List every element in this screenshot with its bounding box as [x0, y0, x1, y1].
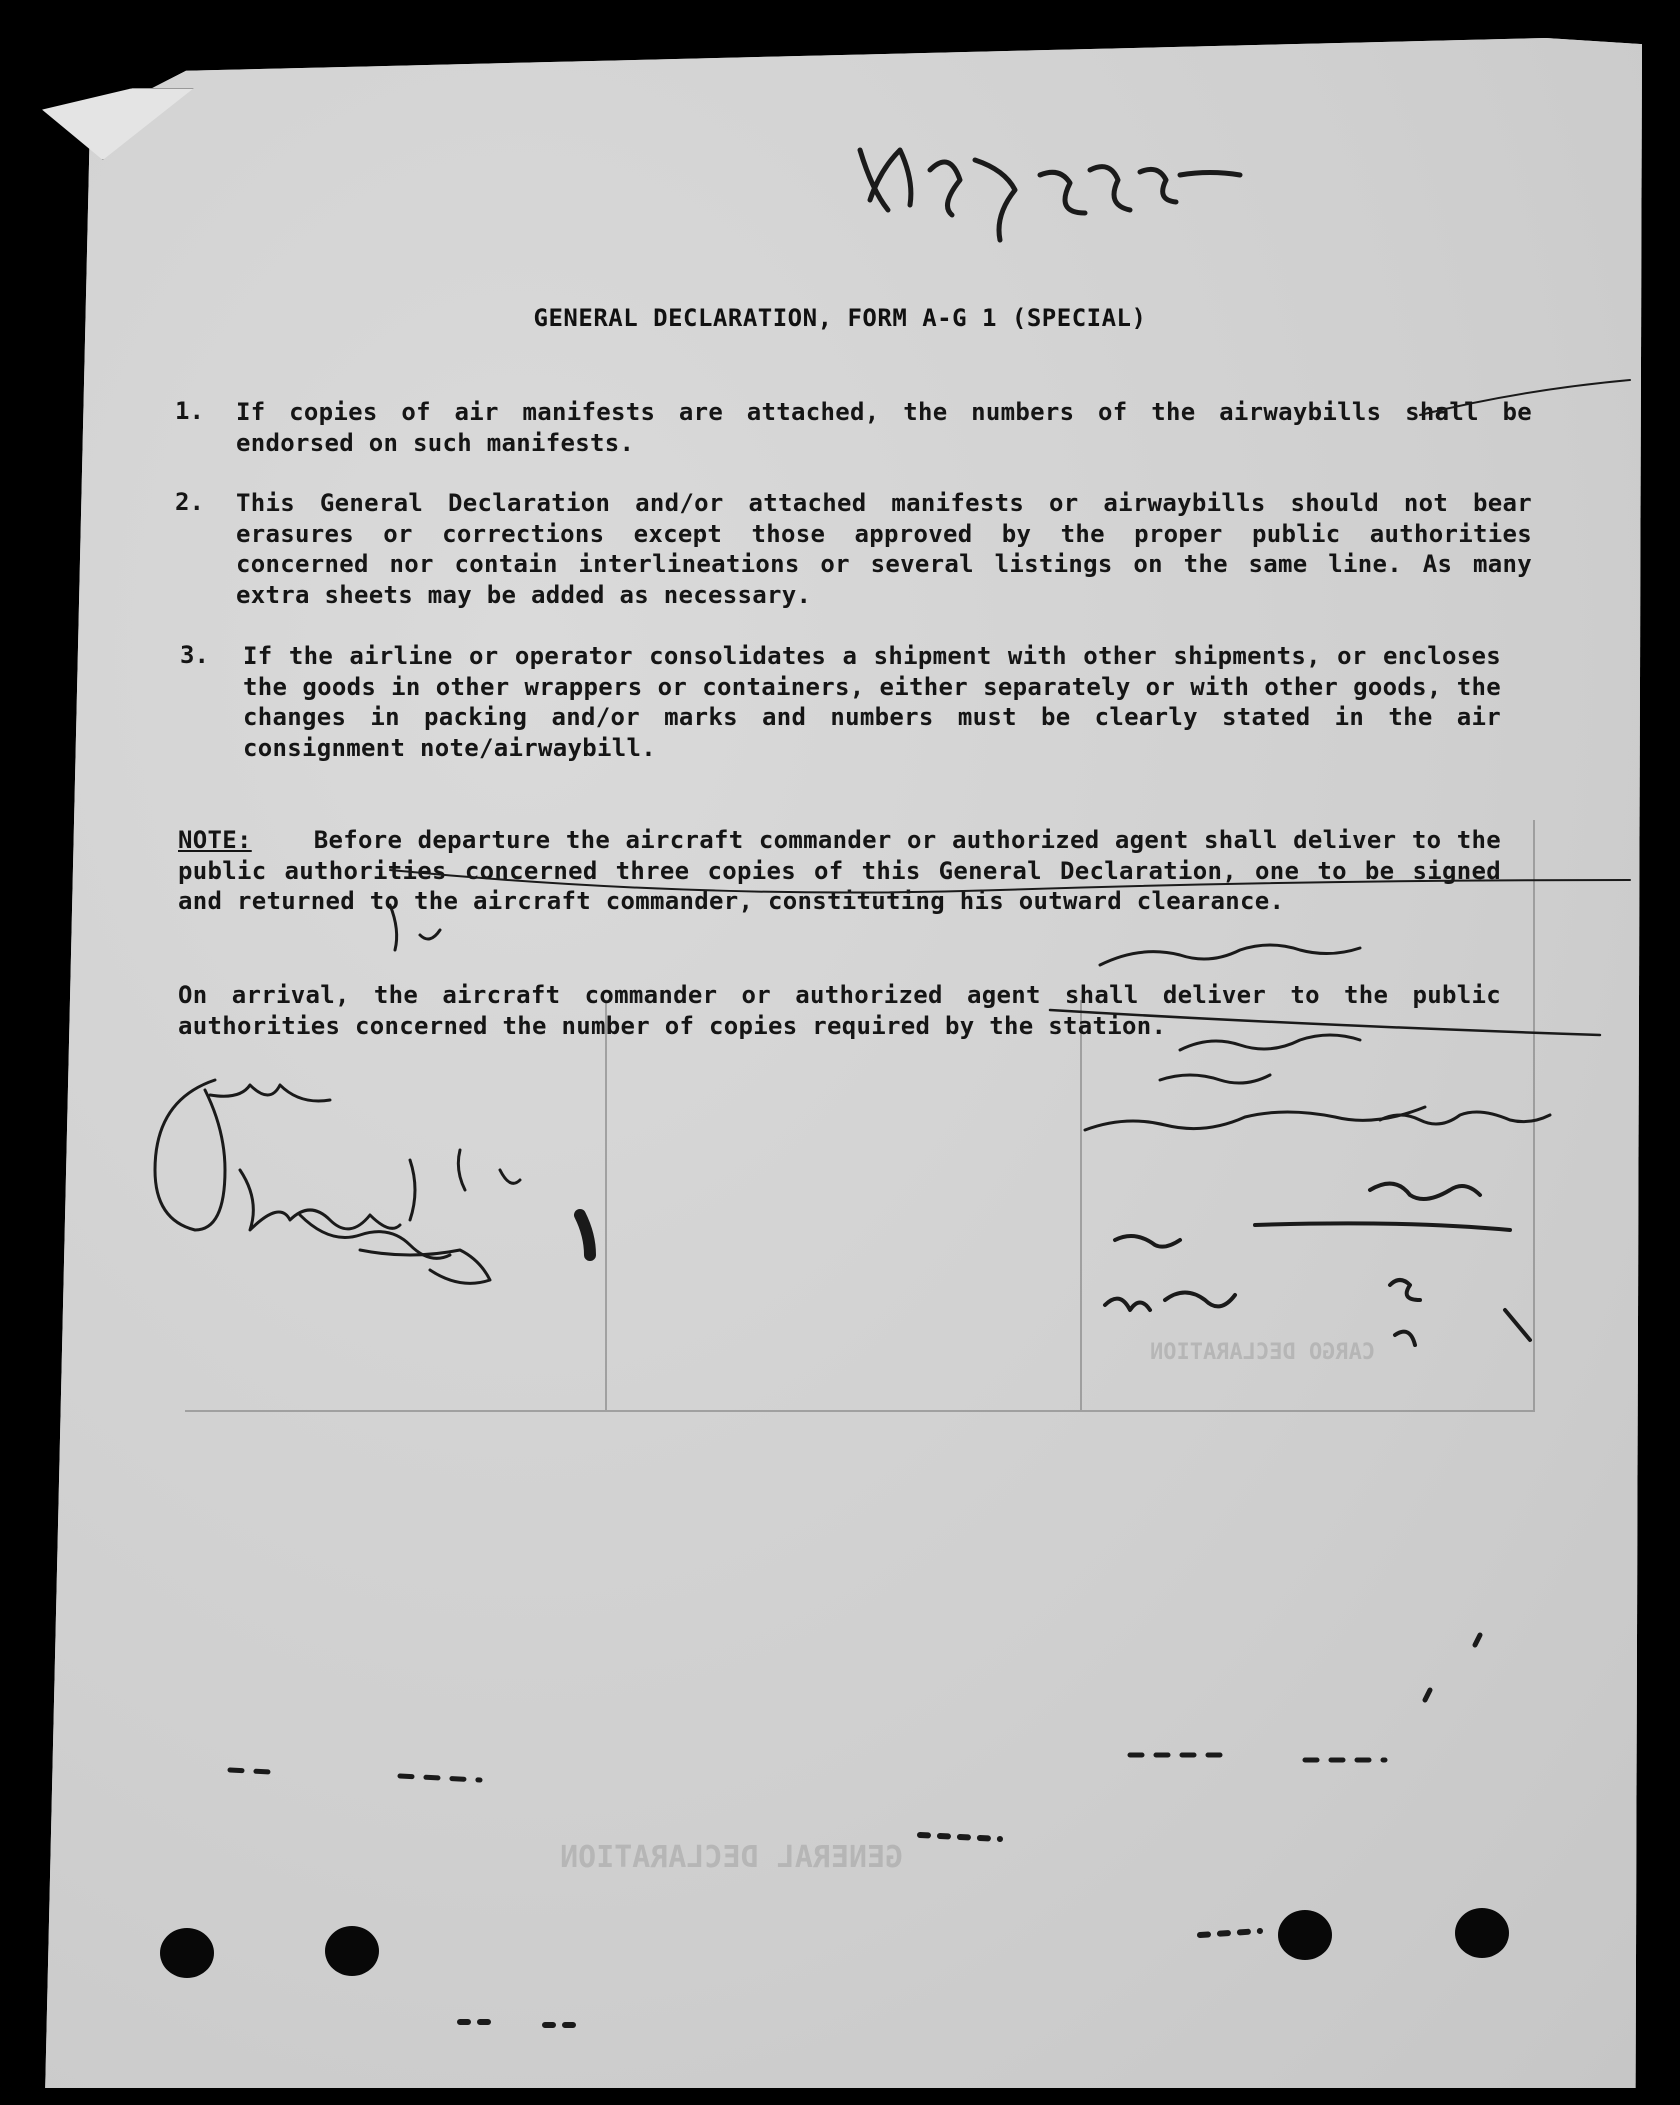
- instruction-text: If copies of air manifests are attached, the numbers of the airwaybills shall be endorsed on such manifests.: [236, 398, 1532, 457]
- top-signature: [860, 150, 1240, 240]
- punch-hole: [160, 1928, 214, 1978]
- instruction-text: If the airline or operator consolidates a shipment with other shipments, or encloses the goods in other wrappers or containers, either separately or with other goods, the changes in packing and/or marks and numbers must be clearly stated in the air consignment note/airwaybill.: [243, 642, 1501, 762]
- bleed-through-mark: GENERAL DECLARATION: [560, 1840, 904, 1875]
- right-annotations: [1085, 945, 1550, 1345]
- arrival-text: On arrival, the aircraft commander or authorized agent shall deliver to the public authorities concerned the number of copies required by the station.: [178, 981, 1501, 1040]
- note-label: NOTE:: [178, 826, 252, 854]
- note-text: Before departure the aircraft commander or authorized agent shall deliver to the public authorities concerned three copies of this General Declaration, one to be signed and returned to the aircraft commander, constituting his outward clearance.: [178, 826, 1501, 915]
- strikethrough-lines: [390, 380, 1630, 1035]
- instruction-text: This General Declaration and/or attached manifests or airwaybills should not bear erasures or corrections except those approved by the proper public authorities concerned nor contain interlineations or several listings on the same line. As many extra sheets may be added as necessary.: [236, 489, 1532, 609]
- punch-hole: [1455, 1908, 1509, 1958]
- punch-hole: [325, 1926, 379, 1976]
- left-signature: [155, 1080, 590, 1283]
- bleed-through-mark: CARGO DECLARATION: [1150, 1340, 1376, 1365]
- instruction-number: 1.: [175, 397, 204, 425]
- instruction-number: 3.: [180, 641, 209, 669]
- punch-hole: [1278, 1910, 1332, 1960]
- instruction-number: 2.: [175, 488, 204, 516]
- small-marks: [230, 905, 1480, 2025]
- form-title: GENERAL DECLARATION, FORM A-G 1 (SPECIAL): [533, 304, 1147, 332]
